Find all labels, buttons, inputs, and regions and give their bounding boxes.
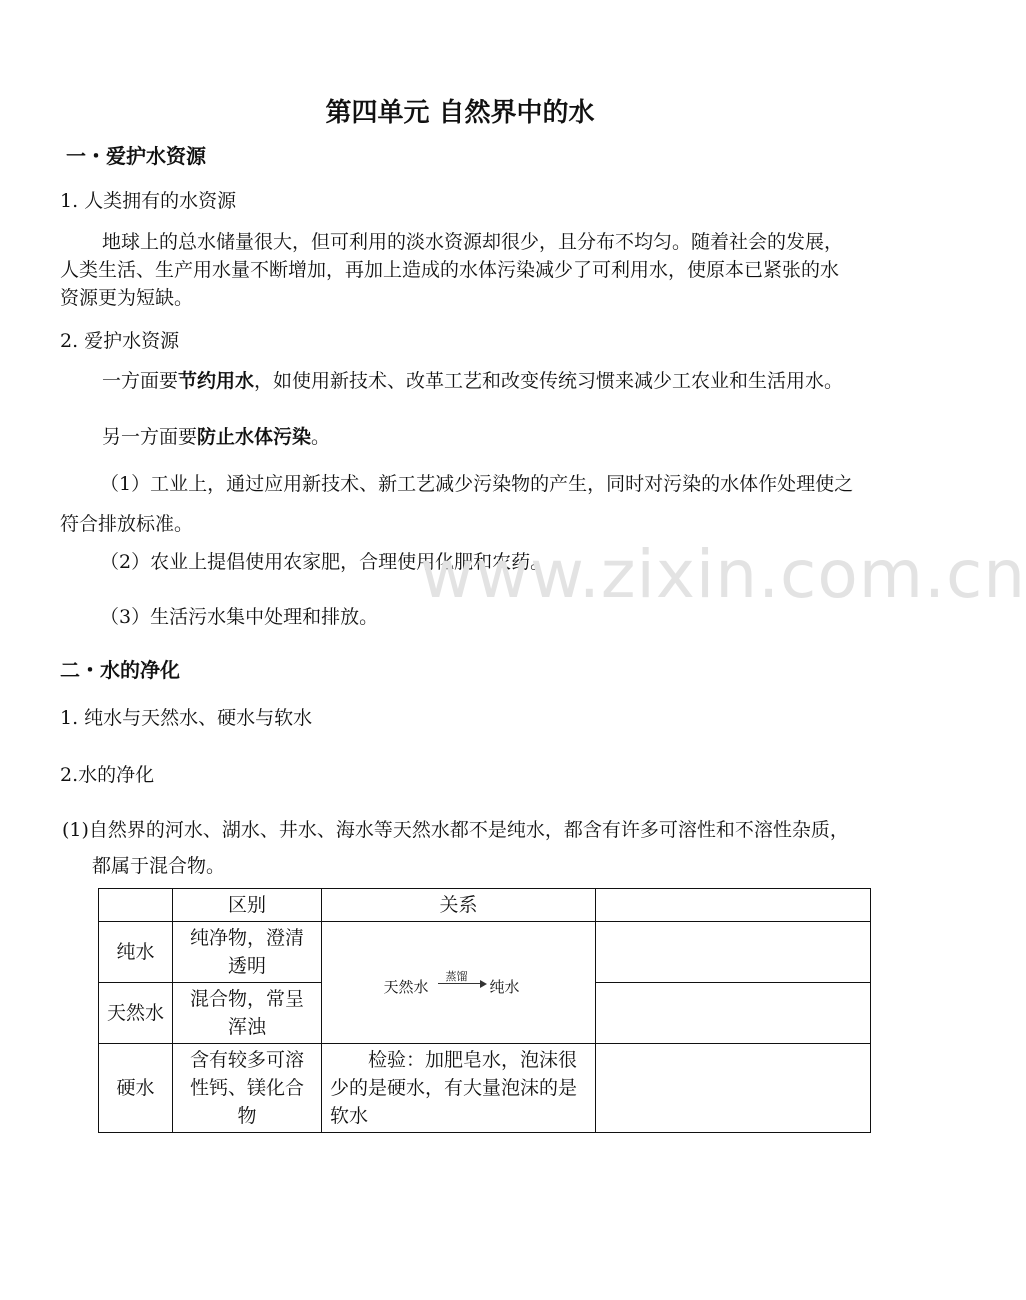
text-run: 另一方面要 [102, 426, 198, 448]
text-run: 。 [311, 426, 331, 448]
pollution-item-agriculture: （2）农业上提倡使用农家肥，合理使用化肥和农药。 [100, 551, 550, 573]
table-header-cell: 区别 [173, 889, 322, 922]
arrow-head-icon [480, 980, 487, 988]
table-cell-relation-diagram [322, 922, 596, 1044]
text-run: ，如使用新技术、改革工艺和改变传统习惯来减少工农业和生活用水。 [254, 370, 844, 392]
section1-sub1-title: 1. 人类拥有的水资源 [60, 190, 237, 212]
table-cell-name: 纯水 [99, 922, 173, 983]
natural-water-paragraph: (1)自然界的河水、湖水、井水、海水等天然水都不是纯水，都含有许多可溶性和不溶性杂质，都属于混合物。 [62, 819, 849, 877]
table-header-cell [99, 889, 173, 922]
distillation-diagram [384, 959, 534, 999]
section2-heading: 二・水的净化 [60, 658, 180, 682]
table-row [99, 1044, 871, 1133]
section2-sub1-title: 1. 纯水与天然水、硬水与软水 [60, 707, 313, 729]
table-cell-diff: 混合物，常呈浑浊 [173, 983, 322, 1044]
diagram-to-label: 纯水 [489, 977, 520, 996]
water-saving-paragraph [60, 367, 856, 395]
arrow-line [438, 983, 482, 985]
table-header-row [99, 889, 871, 922]
bold-term-save-water: 节约用水 [178, 370, 255, 392]
watermark-text: www.zixin.com.cn [420, 536, 1026, 613]
table-header-cell [596, 889, 871, 922]
table-cell-empty [596, 922, 871, 983]
section1-sub1-body: 地球上的总水储量很大，但可利用的淡水资源却很少，且分布不均匀。随着社会的发展，人类生活、生产用水量不断增加，再加上造成的水体污染减少了可利用水，使原本已紧张的水资源更为短缺。 [60, 231, 844, 309]
table-cell-empty [596, 983, 871, 1044]
table-cell-name: 天然水 [99, 983, 173, 1044]
pollution-item-domestic: （3）生活污水集中处理和排放。 [100, 606, 379, 628]
section1-heading: 一・爱护水资源 [66, 144, 206, 168]
diagram-process-label: 蒸馏 [445, 969, 468, 983]
table-cell-diff: 含有较多可溶性钙、镁化合物 [173, 1044, 322, 1133]
table-cell-diff: 纯净物，澄清透明 [173, 922, 322, 983]
pollution-paragraph [60, 423, 856, 451]
water-comparison-table [98, 888, 871, 1133]
table-cell-name: 硬水 [99, 1044, 173, 1133]
page-title: 第四单元 自然界中的水 [325, 98, 595, 128]
bold-term-prevent-pollution: 防止水体污染 [197, 426, 312, 448]
section1-sub2-title: 2. 爱护水资源 [60, 330, 180, 352]
table-cell-relation: 检验：加肥皂水，泡沫很少的是硬水，有大量泡沫的是软水 [322, 1044, 596, 1133]
table-row [99, 922, 871, 983]
table-cell-empty [596, 1044, 871, 1133]
section2-sub2-title: 2.水的净化 [60, 764, 155, 786]
pollution-item-industry: （1）工业上，通过应用新技术、新工艺减少污染物的产生，同时对污染的水体作处理使之符合排放标准。 [60, 473, 854, 535]
table-header-cell: 关系 [322, 889, 596, 922]
text-run: 一方面要 [102, 370, 179, 392]
diagram-from-label: 天然水 [383, 977, 429, 996]
